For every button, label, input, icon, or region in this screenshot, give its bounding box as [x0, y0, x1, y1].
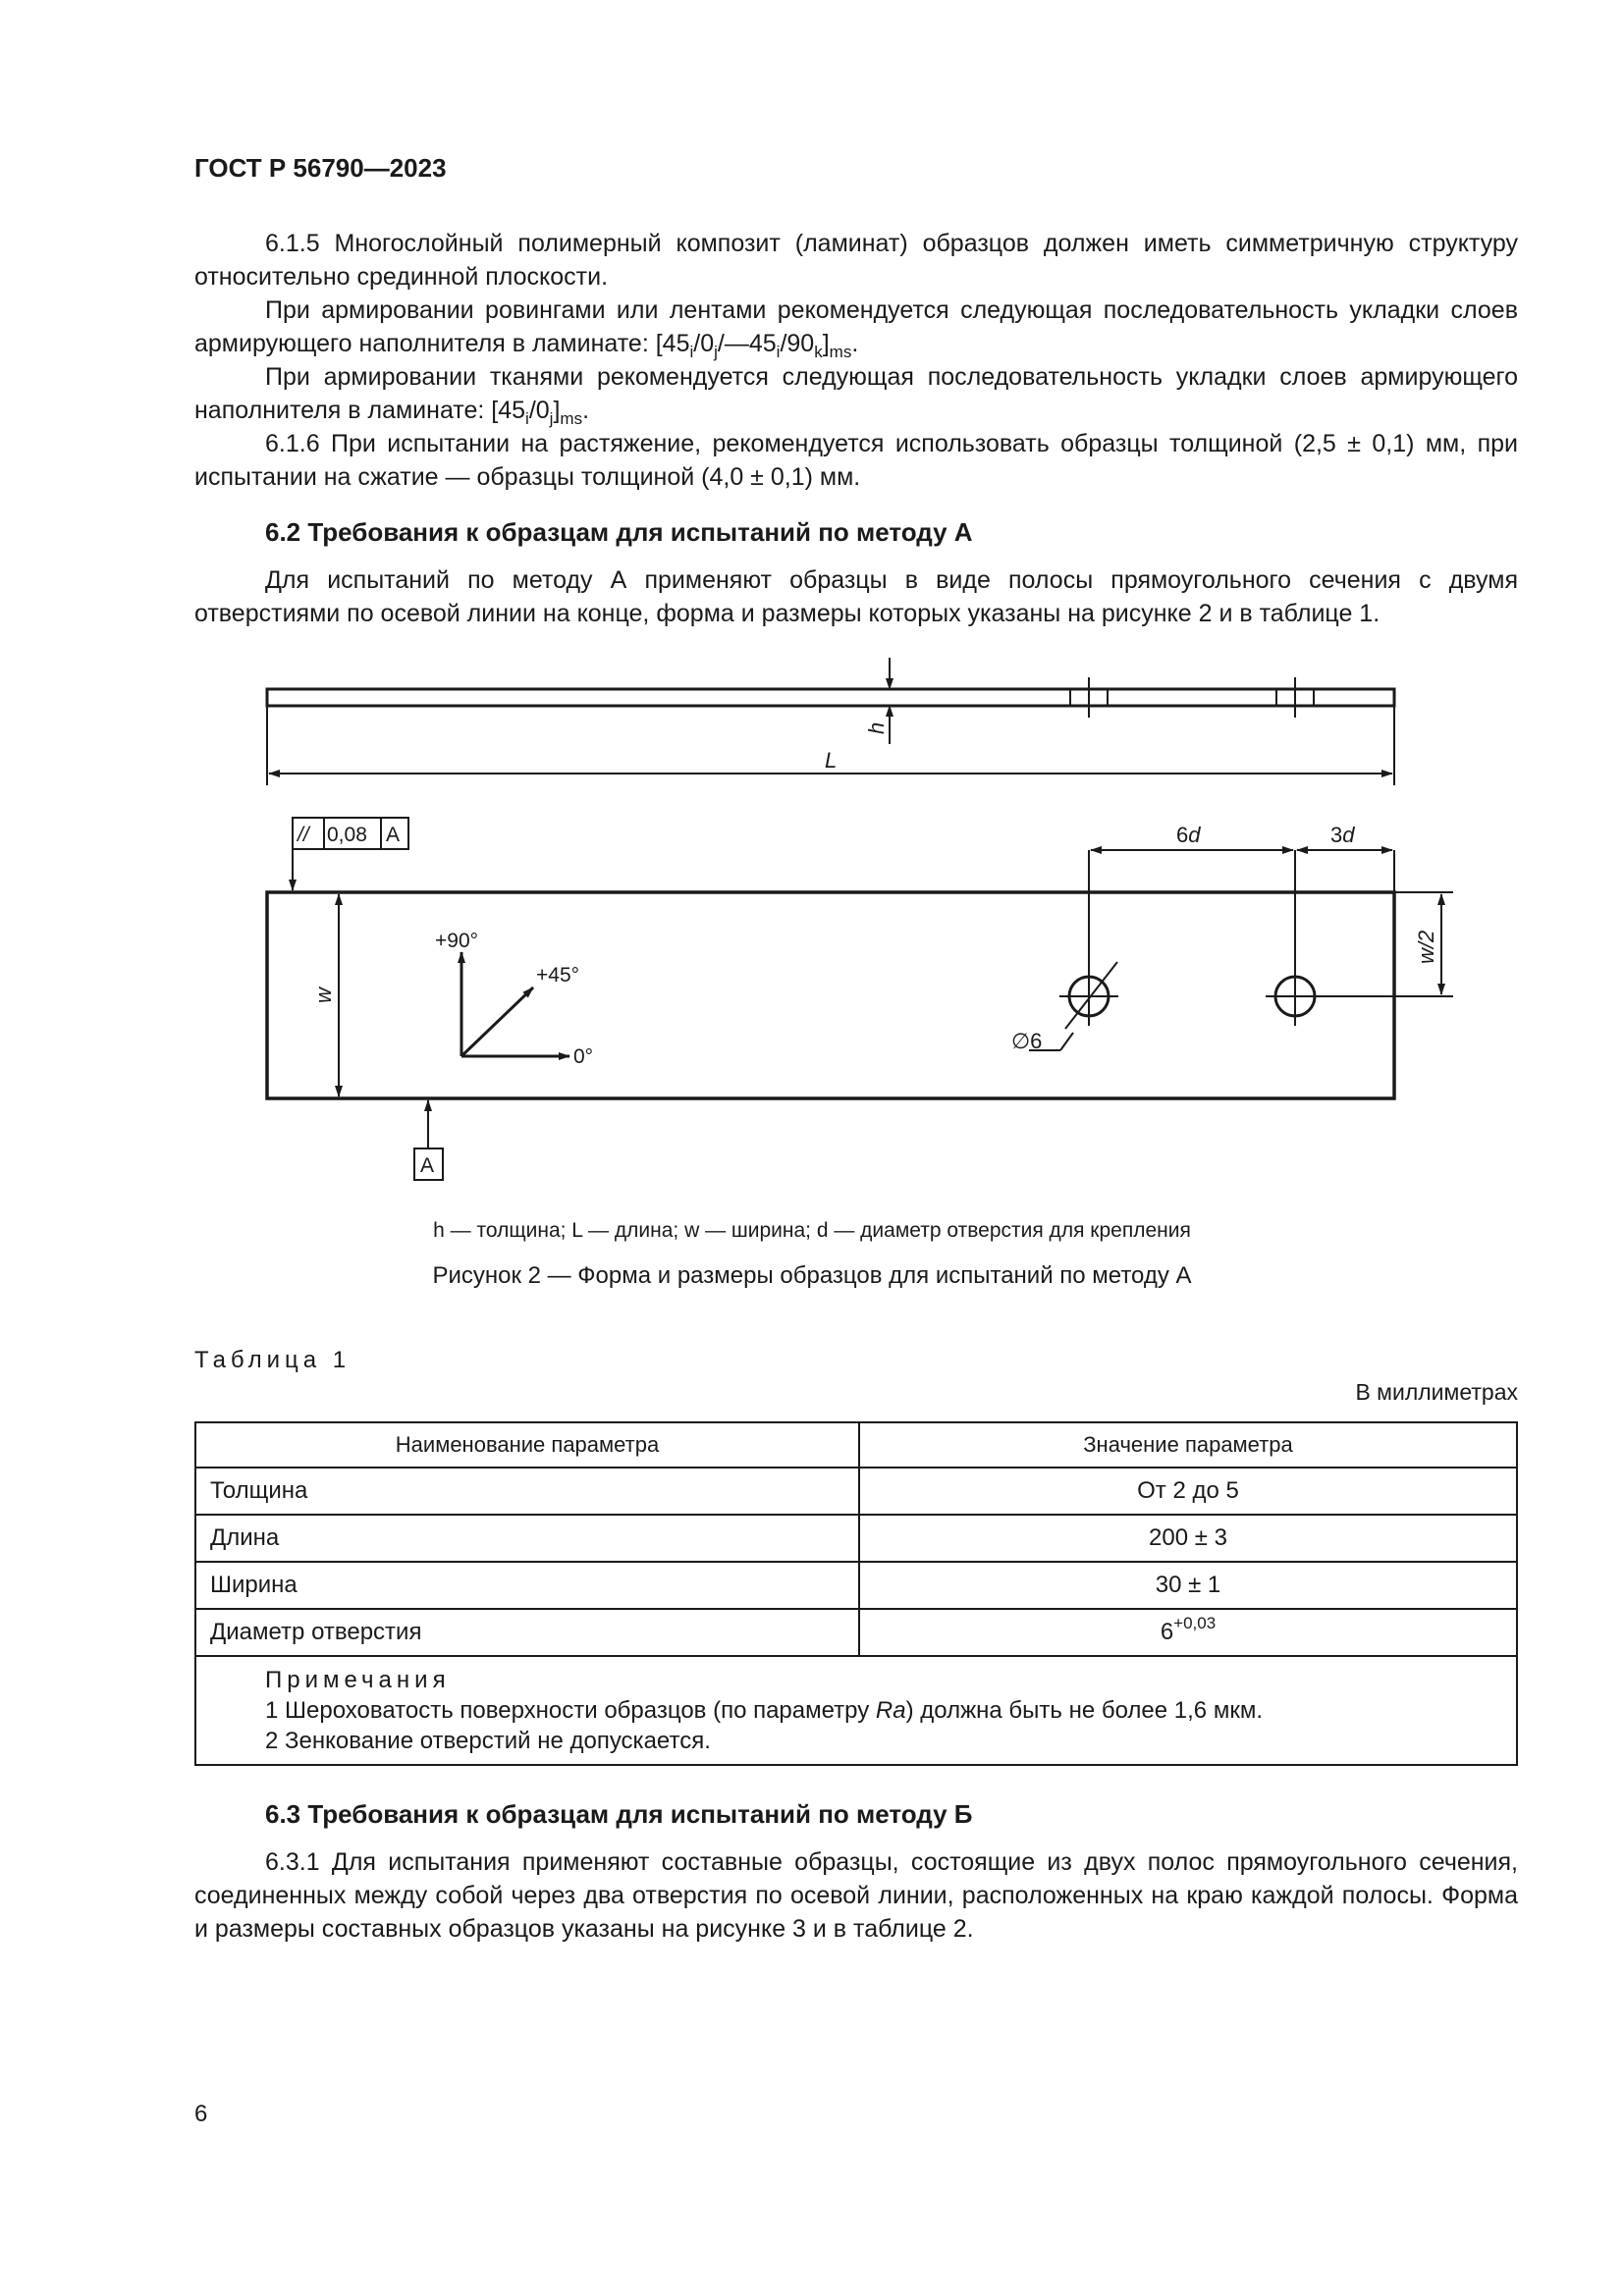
- paragraph-6-1-5: 6.1.5 Многослойный полимерный композит (ламинат) образцов должен иметь симметричную структуру относительно срединной плоскости.: [194, 230, 1518, 291]
- page-number: 6: [194, 2101, 208, 2127]
- table-row: Диаметр отверстия $6^{+0,03}$: [195, 1609, 1517, 1656]
- table-1-label: Таблица 1: [194, 1347, 352, 1373]
- label-L: L: [825, 748, 838, 773]
- tol-symbol: //: [298, 824, 309, 846]
- label-h: h: [864, 721, 889, 734]
- label-0: 0°: [573, 1045, 594, 1068]
- note-1: 1 Шероховатость поверхности образцов (по параметру Ra) должна быть не более 1,6 мкм.: [265, 1697, 1263, 1724]
- paragraph-6-1-6: 6.1.6 При испытании на растяжение, рекомендуется использовать образцы толщиной (2,5 ± 0,1) мм, при испытании на сжатие — образцы толщиной (4,0 ± 0,1) мм.: [194, 430, 1518, 491]
- section-6-3-text: 6.3.1 Для испытания применяют составные образцы, состоящие из двух полос прямоугольного сечения, соединенных между собой через два отверстия по осевой линии, расположенных на краю каждой полосы. Форма и размеры составных образцов указаны на рисунке 3 и в таблице 2.: [194, 1848, 1518, 1943]
- table-1-units: В миллиметрах: [1355, 1379, 1518, 1405]
- table-row: Длина 200 ± 3: [195, 1515, 1517, 1562]
- figure-2-legend: h — толщина; L — длина; w — ширина; d — диаметр отверстия для крепления: [433, 1219, 1191, 1242]
- section-6-2-title: 6.2 Требования к образцам для испытаний по методу А: [265, 517, 973, 547]
- table-row: Толщина От 2 до 5: [195, 1468, 1517, 1515]
- section-6-3-title: 6.3 Требования к образцам для испытаний по методу Б: [265, 1799, 973, 1829]
- note-2: 2 Зенкование отверстий не допускается.: [265, 1728, 711, 1754]
- tol-value: 0,08: [327, 824, 367, 846]
- label-hole: ∅6: [1011, 1029, 1043, 1053]
- figure-2-caption: Рисунок 2 — Форма и размеры образцов для испытаний по методу А: [432, 1262, 1192, 1289]
- section-6-2-text: Для испытаний по методу А применяют образцы в виде полосы прямоугольного сечения с двумя отверстиями по осевой линии на конце, форма и размеры которых указаны на рисунке 2 и в таблице 1.: [194, 566, 1518, 627]
- label-90: +90°: [435, 930, 479, 952]
- strip-plan-view: [267, 892, 1394, 1098]
- notes-title: Примечания: [265, 1667, 451, 1693]
- datum-letter: A: [420, 1154, 435, 1177]
- label-w: w: [311, 988, 336, 1003]
- table-header-value: Значение параметра: [859, 1422, 1517, 1468]
- paragraph-fabrics: При армировании тканями рекомендуется следующая последовательность укладки слоев армирующего наполнителя в ламинате: $[45_i/0_j]_{ms}$.: [194, 363, 1518, 428]
- label-w2: w/2: [1414, 930, 1438, 964]
- document-code: ГОСТ Р 56790—2023: [194, 153, 447, 183]
- label-45: +45°: [536, 964, 580, 987]
- table-1: [194, 1421, 1518, 1766]
- label-3d: 3d: [1330, 823, 1355, 847]
- table-header-name: Наименование параметра: [195, 1422, 859, 1468]
- table-row: Ширина 30 ± 1: [195, 1562, 1517, 1609]
- paragraph-rovings: При армировании ровингами или лентами рекомендуется следующая последовательность укладки слоев армирующего наполнителя в ламинате: $[45_i/0_j/—45_i/90_k]_{ms}$.: [194, 296, 1518, 361]
- strip-side-view: [267, 689, 1394, 706]
- label-6d: 6d: [1176, 823, 1201, 847]
- table-notes: [195, 1656, 1517, 1765]
- tol-ref: A: [386, 824, 401, 846]
